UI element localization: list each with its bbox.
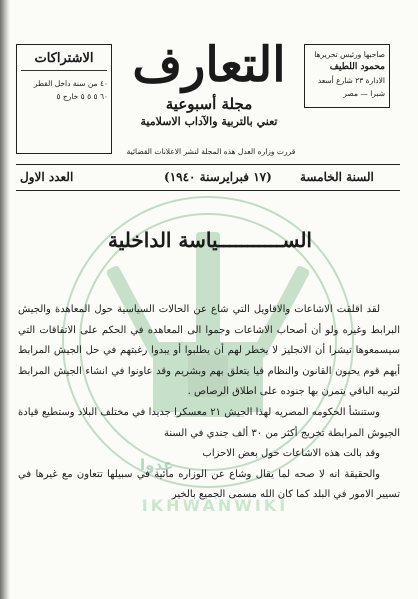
subscriptions-box	[16, 44, 112, 154]
watermark-text: عدوا	[140, 456, 174, 474]
magazine-tagline: تعني بالتربية والآداب الاسلامية	[140, 115, 278, 128]
editor-box	[304, 44, 390, 108]
issue-year: السنة الخامسة	[300, 170, 374, 184]
issue-number: العدد الاول	[20, 170, 74, 184]
watermark-site-text: IKHWANWIKI	[141, 496, 289, 515]
masthead	[116, 36, 302, 130]
editor-city: شبرا — مصر	[343, 89, 385, 98]
header-rule-top	[16, 164, 400, 165]
editor-role: صاحبها ورئيس تحريرها	[314, 50, 385, 59]
issue-date: (١٧ فبرايرسنة ١٩٤٠)	[164, 170, 272, 184]
page-spine-shadow	[0, 0, 10, 599]
article-paragraph: والحقيقة انه لا صحه لما يقال وشاع عن الوزاره مائية في سبيلها تتعاون مع غيرها في تسيير الامور في البلد كما كان الله مسمى الجميع بالخير	[18, 468, 400, 501]
editor-name: محمود اللطيف	[329, 62, 385, 72]
article-paragraph: وقد بالت هذه الاشاعات حول بعض الاحزاب	[202, 448, 380, 460]
subscriptions-line-domestic: ٤٠ من سنة داخل القطر	[33, 79, 108, 88]
magazine-title: التعارف	[132, 37, 286, 93]
subscriptions-line-abroad: ٦٠ ٥ ٥ ٥ خارج ٥	[56, 92, 108, 101]
magazine-subtitle: مجلة أسبوعية	[165, 95, 253, 113]
subscriptions-title: الاشتراكات	[34, 51, 94, 66]
article-paragraph: لقد اقلقت الاشاعات والاقاويل التي شاع عن الحالات السياسية حول المعاهدة والجيش البرابط وغيره ولو أن أصحاب الاشاعات وجموا الى المعاهده في الحكم على الاتفاقات التي سيسمعوها تيشرا أن الانجليز لا يخطر لهم أن يطلبوا أو يبدوا رغبتهم في حل الجيش المرابط أيهم قوم يحبون القانون والنظام فيا يتعلق بهم وبشريم وقد عاونوا في انشاء الجيش المرابط لتربيه الباقي يتمرن بها جنوده على اطلاق الرصاص .	[18, 304, 400, 398]
subscriptions-divider	[21, 70, 107, 71]
header-rule-bottom	[16, 190, 400, 191]
article-body	[18, 300, 400, 506]
article-headline: الســـــــــــياسة الداخلية	[108, 228, 312, 252]
ministry-decree-note: قررت وزاره العدل هذه المجلة لنشر الاعلانات القضائية	[126, 147, 296, 156]
editor-address: الادارة ٢٣ شارع أسعد	[317, 76, 385, 85]
article-paragraph: وستنشأ الحكومه المصريه لهذا الجيش ٢١ معسكرا جديدا في مختلف البلاد وستطيع قيادة الجيوش المرابطة تخريج أكثر من ٣٠ ألف جندي في السنة	[18, 406, 400, 439]
